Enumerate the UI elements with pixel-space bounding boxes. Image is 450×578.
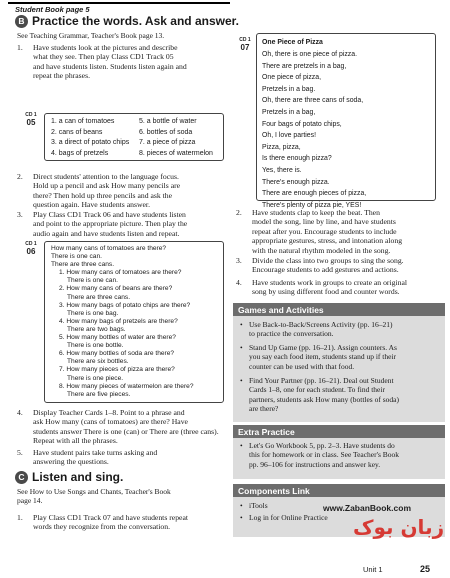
lyric-line: Oh, I love parties!: [262, 132, 317, 140]
games-activities-header: Games and Activities: [233, 303, 445, 316]
track-05-col-1: [51, 117, 129, 159]
cd-label: CD 1: [25, 241, 37, 247]
vocab-item: 4. bags of pretzels: [51, 149, 109, 157]
answer-line: There is one bag.: [67, 309, 119, 317]
bullet-icon: •: [240, 320, 243, 329]
text-line: counter can be used with that food.: [249, 361, 355, 371]
vocab-item: 2. cans of beans: [51, 128, 103, 136]
text-line: Cards 1–8, one for each student. To find their: [249, 385, 385, 395]
step-number: 1.: [17, 43, 23, 52]
section-b-step-3: [17, 210, 229, 238]
song-title: One Piece of Pizza: [262, 39, 323, 46]
extra-practice-item: [240, 441, 445, 469]
footer-unit: Unit 1: [363, 565, 383, 574]
text-line: partners, students ask How many (bottles of soda): [249, 394, 399, 404]
section-c-step-1: [17, 513, 229, 532]
text-line: ask How many (cans of tomatoes) are there? Have: [33, 417, 188, 427]
text-line: appropriate gestures, stress, and intonation along: [252, 236, 403, 246]
text-line: this for homework or in class. See Teacher's Book: [249, 450, 400, 460]
lyric-line: There's plenty of pizza pie, YES!: [262, 201, 362, 209]
model-line: How many cans of tomatoes are there?: [51, 245, 167, 252]
track-06-qa-list: [51, 245, 194, 399]
step-number: 4.: [236, 278, 242, 287]
step-number: 3.: [236, 256, 242, 265]
cd-track-05-label: [22, 113, 40, 127]
zabanbook-watermark-logo: [323, 503, 450, 548]
step-text: [252, 278, 446, 297]
text-line: words they recognize from the conversation.: [33, 522, 171, 532]
step-number: 1.: [17, 513, 23, 522]
answer-line: There are three cans.: [67, 293, 131, 301]
track-05-col-2: [139, 117, 213, 159]
lyric-line: One piece of pizza,: [262, 74, 321, 82]
text-line: repeat the phrases.: [33, 71, 90, 81]
text-line: and have students listen. Students listen again and: [33, 61, 187, 71]
text-line: Have student pairs take turns asking and: [33, 448, 158, 457]
model-line: There are three cans.: [51, 261, 115, 269]
text-line: song by using different food and counter words.: [252, 287, 400, 297]
step-text: [33, 210, 229, 238]
section-b-title: Practice the words. Ask and answer.: [32, 14, 239, 28]
lyric-line: Pretzels in a bag,: [262, 108, 316, 116]
section-c-step-4: [236, 278, 446, 297]
item-text: Log in for Online Practice: [249, 513, 328, 522]
text-line: Direct students' attention to the language focus.: [33, 172, 179, 181]
vocab-item: 7. a piece of pizza: [139, 139, 196, 146]
section-b-step-4: [17, 408, 229, 446]
text-line: model the song, line by line, and have students: [252, 217, 396, 227]
text-line: repeat after you. Encourage students to include: [252, 226, 397, 236]
lyric-line: Yes, there is.: [262, 166, 302, 174]
text-line: Play Class CD1 Track 07 and have students repeat: [33, 513, 189, 522]
lyric-line: Oh, there are three cans of soda,: [262, 97, 364, 105]
section-b-badge: B: [15, 15, 28, 28]
lyric-line: Is there enough pizza?: [262, 155, 332, 163]
cd-track-number: 05: [26, 117, 36, 127]
text-line: audio again and have students listen and repeat.: [33, 228, 180, 238]
vocab-item: 6. bottles of soda: [139, 128, 193, 136]
text-line: students answer There is one (can) or There are (three cans).: [33, 426, 219, 436]
step-text: [252, 208, 446, 255]
text-line: Play Class CD1 Track 06 and have students listen: [33, 210, 186, 219]
step-text: [33, 513, 229, 532]
bullet-icon: •: [240, 441, 243, 450]
cd-label: CD 1: [239, 37, 251, 43]
step-number: 4.: [17, 408, 23, 417]
games-item-stand-up: [240, 343, 445, 371]
text-line: and point to the appropriate picture. Then play the: [33, 219, 188, 229]
text-line: See How to Use Songs and Chants, Teacher's Book: [17, 487, 171, 496]
cd-track-06-label: [22, 242, 40, 256]
section-c-title: Listen and sing.: [32, 470, 124, 484]
answer-line: There are five pieces.: [67, 390, 131, 398]
lyric-line: There are pretzels in a bag,: [262, 62, 347, 70]
step-number: 2.: [17, 172, 23, 181]
bullet-icon: •: [240, 501, 243, 510]
text-line: Stand Up Game (pp. 16–21). Assign counters. As: [249, 343, 397, 352]
section-b-see-note: See Teaching Grammar, Teacher's Book page 13.: [17, 31, 165, 40]
text-line: with the natural rhythm modeled in the song.: [252, 245, 391, 255]
text-line: Have students clap to keep the beat. Then: [252, 208, 380, 217]
lyric-line: Four bags of potato chips,: [262, 120, 342, 128]
answer-line: There are two bags.: [67, 325, 126, 333]
step-number: 3.: [17, 210, 23, 219]
cd-track-number: 06: [26, 246, 36, 256]
vocab-item: 1. a can of tomatoes: [51, 118, 115, 125]
model-line: There is one can.: [51, 253, 102, 261]
text-line: Display Teacher Cards 1–8. Point to a phrase and: [33, 408, 185, 417]
step-text: [252, 256, 446, 275]
item-text: [249, 343, 445, 371]
item-text: [249, 320, 445, 339]
question-line: 4. How many bags of pretzels are there?: [59, 317, 178, 325]
section-c-step-3: [236, 256, 446, 275]
lyric-line: Oh, there is one piece of pizza.: [262, 51, 357, 58]
watermark-brand-text: زبان بوک: [353, 515, 445, 539]
text-line: Repeat with all the phrases.: [33, 436, 118, 446]
extra-practice-header: Extra Practice: [233, 425, 445, 438]
games-item-back-to-back: [240, 320, 445, 339]
section-c-see-note: [17, 487, 171, 505]
text-line: are there?: [249, 404, 279, 414]
section-c-badge: C: [15, 471, 28, 484]
text-line: Find Your Partner (pp. 16–21). Deal out Student: [249, 376, 394, 385]
vocab-item: 3. a direct of potato chips: [51, 139, 130, 146]
text-line: Divide the class into two groups to sing the song.: [252, 256, 404, 265]
cd-track-number: 07: [240, 42, 250, 52]
footer-page-number: 25: [420, 564, 431, 574]
question-line: 1. How many cans of tomatoes are there?: [59, 269, 182, 277]
bullet-icon: •: [240, 343, 243, 352]
song-lyrics: [262, 49, 366, 211]
text-line: Encourage students to add gestures and actions.: [252, 265, 399, 275]
track-06-qa-box: [44, 241, 224, 403]
text-line: question again. Have students answer.: [33, 200, 150, 210]
cd-track-07-label: [236, 38, 254, 52]
step-number: 2.: [236, 208, 242, 217]
text-line: page 14.: [17, 496, 43, 505]
question-line: 6. How many bottles of soda are there?: [59, 350, 175, 358]
section-b-step-2: [17, 172, 229, 210]
cd-label: CD 1: [25, 112, 37, 118]
item-text: [249, 441, 445, 469]
text-line: answering the questions.: [33, 457, 109, 467]
components-link-header: Components Link: [233, 484, 445, 497]
step-text: [33, 408, 229, 446]
item-text: iTools: [249, 501, 268, 510]
section-b-step-1: [17, 43, 229, 81]
text-line: Hold up a pencil and ask How many pencils are: [33, 181, 181, 191]
bullet-icon: •: [240, 513, 243, 522]
text-line: Have students work in groups to create an original: [252, 278, 407, 287]
student-book-page-label: Student Book page 5: [15, 5, 90, 14]
step-text: [33, 448, 229, 467]
lyric-line: Pizza, pizza,: [262, 143, 301, 151]
vocab-item: 8. pieces of watermelon: [139, 149, 213, 157]
step-number: 5.: [17, 448, 23, 457]
answer-line: There are six bottles.: [67, 358, 129, 366]
text-line: pp. 96–106 for instructions and answer key.: [249, 459, 381, 469]
question-line: 5. How many bottles of water are there?: [59, 334, 176, 342]
question-line: 7. How many pieces of pizza are there?: [59, 366, 175, 374]
text-line: what they see. Then play Class CD1 Track 05: [33, 52, 174, 62]
track-05-word-box: [44, 113, 224, 161]
section-b-heading: [15, 14, 239, 28]
bullet-icon: •: [240, 376, 243, 385]
text-line: Have students look at the pictures and describe: [33, 43, 178, 52]
answer-line: There is one bottle.: [67, 342, 124, 350]
watermark-site-text: www.ZabanBook.com: [323, 503, 412, 513]
lyric-line: Pretzels in a bag.: [262, 85, 316, 93]
text-line: you say each food item, students stand up if their: [249, 352, 397, 362]
question-line: 2. How many cans of beans are there?: [59, 285, 173, 293]
text-line: Use Back-to-Back/Screens Activity (pp. 16–21): [249, 320, 393, 329]
answer-line: There is one can.: [67, 277, 118, 285]
games-item-find-partner: [240, 376, 445, 414]
text-line: Let's Go Workbook 5, pp. 2–3. Have students do: [249, 441, 395, 450]
step-text: [33, 172, 229, 210]
section-c-heading: [15, 470, 123, 484]
question-line: 8. How many pieces of watermelon are there?: [59, 382, 194, 390]
section-b-step-5: [17, 448, 229, 467]
lyric-line: There are enough pieces of pizza,: [262, 190, 367, 198]
question-line: 3. How many bags of potato chips are there?: [59, 301, 191, 309]
step-text: [33, 43, 229, 81]
lyric-line: There's enough pizza.: [262, 178, 330, 186]
item-text: [249, 376, 445, 414]
answer-line: There is one piece.: [67, 374, 124, 382]
vocab-item: 5. a bottle of water: [139, 118, 197, 125]
text-line: there? Then hold up three pencils and ask the: [33, 190, 173, 200]
text-line: to practice the conversation.: [249, 329, 334, 339]
section-c-step-2: [236, 208, 446, 255]
top-rule: [8, 2, 230, 4]
